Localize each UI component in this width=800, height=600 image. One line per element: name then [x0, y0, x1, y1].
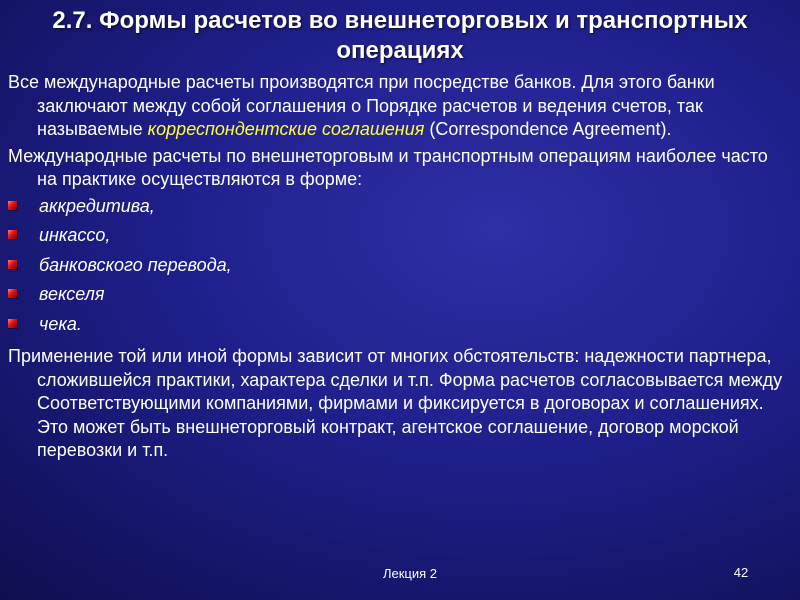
- list-item: [8, 195, 790, 225]
- list-item: [8, 224, 790, 254]
- page-number: 42: [733, 565, 749, 580]
- list-item-text: банковского перевода,: [39, 254, 232, 275]
- square-bullet-icon: [8, 289, 17, 298]
- slide-title: 2.7. Формы расчетов во внешнеторговых и транспортных операциях: [52, 7, 748, 64]
- list-item-text: инкассо,: [39, 225, 111, 245]
- square-bullet-icon: [8, 201, 17, 210]
- list-item-text: аккредитива,: [39, 195, 155, 216]
- footer-lecture: Лекция 2: [382, 566, 438, 581]
- paragraph-intro-tail: (Correspondence Agreement).: [424, 119, 672, 139]
- list-item-text: векселя: [39, 284, 105, 304]
- paragraph-application: Применение той или иной формы зависит от многих обстоятельств: надежности партнера, сложившейся практики, характера сделки и т.п. Форма расчетов согласовывается между Соответствующими компаниями, фирмами и фиксируется в договорах и соглашениях. Это может быть внешнеторговый контракт, агентское соглашение, договор морской перевозки и т.п.: [8, 346, 783, 460]
- slide-body: [8, 71, 790, 466]
- paragraph-intro: [8, 71, 790, 142]
- square-bullet-icon: [8, 319, 17, 328]
- list-item: [8, 313, 790, 343]
- forms-list: [8, 195, 790, 343]
- list-item-text: чека.: [39, 313, 82, 334]
- paragraph-intro-text: Все международные расчеты производятся при посредстве банков. Для этого банки заключают между собой соглашения о Порядке расчетов и ведения счетов, так называемые: [8, 72, 715, 139]
- highlighted-term: корреспондентские соглашения: [147, 119, 425, 139]
- list-item: [8, 283, 790, 313]
- list-item: [8, 254, 790, 284]
- paragraph-forms: Международные расчеты по внешнеторговым и транспортным операциям наиболее часто на практике осуществляются в форме:: [8, 145, 768, 189]
- square-bullet-icon: [8, 260, 17, 269]
- square-bullet-icon: [8, 230, 17, 239]
